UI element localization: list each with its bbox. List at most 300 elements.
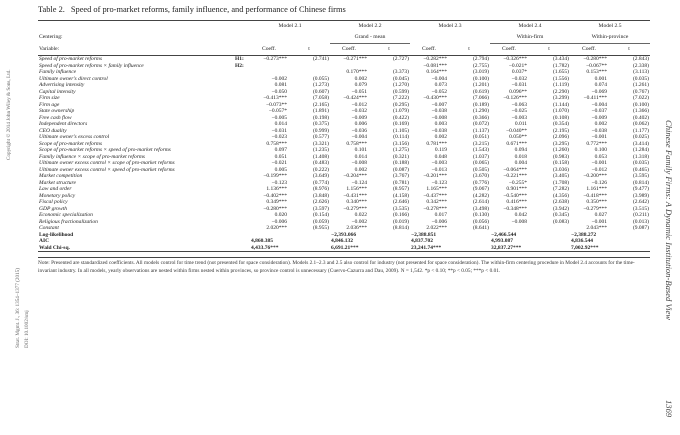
t-stat-cell: (0.062) bbox=[632, 121, 649, 128]
t-stat-cell: (3.498) bbox=[472, 205, 489, 212]
coefficient-cell: 0.051 bbox=[274, 153, 287, 160]
t-stat-cell: (9.477) bbox=[632, 186, 649, 193]
t-stat-cell: (1.137) bbox=[472, 127, 489, 134]
t-stat-cell: (0.025) bbox=[632, 134, 649, 141]
coefficient-cell: 0.002 bbox=[594, 121, 607, 128]
coefficient-cell: −0.069 bbox=[591, 88, 607, 95]
table-note: Note: Presented are standardized coefficients. All models control for time trend (not presented for space consideration). Models 2.1–2.3 and 2.5 also control for industry (not presented for space consideration). The within-firm centering procedure in Model 2.4 accounts for the time-invariant industry. In all models, yearly observations are nested within firms nested within provinces, so province control is unnecessary (Cuervo-Cazurra and Dau, 2009). N = 1,542. *p < 0.10; **p < 0.05; ***p < 0.01. bbox=[38, 257, 650, 274]
coefficient-cell: 0.164*** bbox=[426, 69, 447, 76]
t-stat-cell: (0.999) bbox=[312, 127, 329, 134]
coefficient-cell: −0.201*** bbox=[423, 173, 447, 180]
coefficient-cell: 0.002 bbox=[354, 75, 367, 82]
coefficient-cell: −0.271*** bbox=[343, 56, 367, 62]
fit-stat-value: 4,846.132 bbox=[331, 238, 353, 245]
coefficient-cell: 0.005 bbox=[274, 166, 287, 173]
coefficient-cell: 0.100 bbox=[594, 147, 607, 154]
centering-value: Within-firm bbox=[490, 32, 570, 44]
variable-name: Fiscal policy bbox=[39, 199, 68, 206]
t-stat-cell: (3.414) bbox=[632, 140, 649, 147]
t-stat-cell: (1.105) bbox=[392, 127, 409, 134]
variable-name: Ultimate owner excess control × speed of pro-market reforms bbox=[39, 166, 175, 173]
model-heading: Model 2.4 bbox=[490, 21, 570, 33]
coefficient-cell: −0.278*** bbox=[423, 205, 447, 212]
t-stat-cell: (0.083) bbox=[552, 218, 569, 225]
t-stat-cell: (1.366) bbox=[632, 108, 649, 115]
variable-name: Independent directors bbox=[39, 121, 88, 128]
coefficient-cell: 0.011 bbox=[514, 121, 527, 128]
t-stat-cell: (0.814) bbox=[632, 179, 649, 186]
t-stat-cell: (0.354) bbox=[552, 121, 569, 128]
coefficient-cell: 0.002 bbox=[354, 166, 367, 173]
t-stat-cell: (0.505) bbox=[472, 166, 489, 173]
coefficient-cell: 0.042 bbox=[514, 212, 527, 219]
model-heading: Model 2.5 bbox=[570, 21, 650, 33]
t-stat-cell: (0.051) bbox=[472, 134, 489, 141]
coef-label: Coeff. bbox=[490, 44, 528, 56]
t-stat-cell: (1.070) bbox=[552, 108, 569, 115]
coefficient-cell: −0.052 bbox=[431, 88, 447, 95]
coefficient-cell: −0.038 bbox=[591, 127, 607, 134]
t-stat-cell: (0.375) bbox=[312, 121, 329, 128]
fit-stat-value: 32,837.27*** bbox=[490, 245, 570, 252]
coefficient-cell: 2.022*** bbox=[426, 225, 447, 232]
t-stat-cell: (3.942) bbox=[552, 205, 569, 212]
coefficient-cell: 0.074 bbox=[594, 82, 607, 89]
coefficient-cell: −0.025 bbox=[511, 108, 527, 115]
coefficient-cell: −0.430*** bbox=[423, 95, 447, 102]
t-stat-cell: (1.079) bbox=[392, 108, 409, 115]
t-stat-cell: (0.366) bbox=[472, 114, 489, 121]
coefficient-cell: 2.036*** bbox=[346, 225, 367, 232]
t-stat-cell: (3.595) bbox=[632, 173, 649, 180]
t-stat-cell: (1.177) bbox=[632, 127, 649, 134]
t-stat-cell: (0.114) bbox=[393, 134, 409, 141]
coefficient-cell: −0.411*** bbox=[583, 95, 607, 102]
t-stat-cell: (0.211) bbox=[633, 212, 649, 219]
coefficient-cell: −0.032 bbox=[351, 108, 367, 115]
coefficient-cell: 0.048 bbox=[434, 153, 447, 160]
coefficient-cell: −0.418*** bbox=[583, 192, 607, 199]
fit-stat-value: 4,836.544 bbox=[571, 238, 593, 245]
coefficient-cell: −0.057* bbox=[268, 108, 287, 115]
variable-name: Constant bbox=[39, 225, 59, 232]
variable-name: GDP growth bbox=[39, 205, 67, 212]
coefficient-cell: −0.431*** bbox=[343, 192, 367, 199]
variable-name: Religious fractionalization bbox=[39, 218, 98, 225]
coefficient-cell: −0.126*** bbox=[503, 95, 527, 102]
t-stat-cell: (0.056) bbox=[472, 218, 489, 225]
model-heading: Model 2.2 bbox=[330, 21, 410, 33]
fit-stat-value: −2,393.066 bbox=[331, 231, 357, 238]
fit-stat-label: Wald Chi-sq. bbox=[38, 245, 234, 252]
t-stat-cell: (0.983) bbox=[552, 153, 569, 160]
coefficient-cell: −0.013 bbox=[431, 166, 447, 173]
t-stat-cell: (0.295) bbox=[392, 101, 409, 108]
t-stat-cell: (2.614) bbox=[472, 199, 489, 206]
coefficient-cell: −0.424*** bbox=[343, 95, 367, 102]
fit-stat-label: Log-likelihood bbox=[39, 231, 74, 238]
coefficient-cell: −0.073** bbox=[266, 101, 287, 108]
variable-name: Speed of pro-market reforms × family influence bbox=[39, 62, 144, 69]
t-stat-cell: (1.037) bbox=[472, 153, 489, 160]
coefficient-cell: 0.671*** bbox=[506, 140, 527, 147]
t-stat-cell: (2.642) bbox=[632, 199, 649, 206]
coefficient-cell: −0.280*** bbox=[263, 205, 287, 212]
t-stat-cell: (0.019) bbox=[392, 218, 409, 225]
t-stat-cell: (1.260) bbox=[552, 147, 569, 154]
centering-value bbox=[250, 32, 330, 44]
t-stat-cell: (8.814) bbox=[392, 225, 409, 232]
coefficient-cell: −0.064*** bbox=[503, 166, 527, 173]
t-stat-cell: (3.321) bbox=[312, 140, 329, 147]
fit-stat-value: 6,691.21*** bbox=[330, 245, 410, 252]
coefficient-cell: −0.413*** bbox=[263, 95, 287, 102]
coefficient-cell: 0.153*** bbox=[586, 69, 607, 76]
t-stat-cell: (2.638) bbox=[552, 199, 569, 206]
t-stat-cell: (0.035) bbox=[632, 160, 649, 167]
t-stat-cell: (0.774) bbox=[312, 179, 329, 186]
coefficient-cell: −0.081*** bbox=[423, 62, 447, 69]
hypothesis-label: H2: bbox=[235, 62, 244, 69]
t-stat-cell: (1.708) bbox=[552, 179, 569, 186]
coefficient-cell: −0.032 bbox=[511, 75, 527, 82]
coefficient-cell: 0.027 bbox=[594, 212, 607, 219]
t-stat-cell: (0.065) bbox=[472, 160, 489, 167]
t-stat-cell: (2.338) bbox=[632, 62, 649, 69]
coefficient-cell: 0.017 bbox=[434, 212, 447, 219]
coefficient-cell: 0.097 bbox=[274, 147, 287, 154]
table-caption bbox=[38, 4, 650, 16]
t-stat-cell: (2.165) bbox=[312, 101, 329, 108]
coefficient-cell: −0.402*** bbox=[263, 192, 287, 199]
t-stat-cell: (0.776) bbox=[472, 179, 489, 186]
coefficient-cell: −0.008 bbox=[351, 160, 367, 167]
coefficient-cell: −0.021* bbox=[508, 62, 527, 69]
coefficient-cell: 0.006 bbox=[354, 121, 367, 128]
t-stat-cell: (1.408) bbox=[312, 153, 329, 160]
coefficient-cell: −0.012 bbox=[591, 166, 607, 173]
coefficient-cell: −0.009 bbox=[351, 114, 367, 121]
coefficient-cell: −0.003 bbox=[431, 160, 447, 167]
t-stat-cell: (8.641) bbox=[472, 225, 489, 232]
coefficient-cell: 0.901*** bbox=[506, 186, 527, 193]
coefficient-cell: −0.001 bbox=[591, 218, 607, 225]
fit-stat-value: 4,433.76*** bbox=[250, 245, 330, 252]
t-stat-cell: (3.019) bbox=[472, 69, 489, 76]
t-stat-cell: (0.607) bbox=[312, 88, 329, 95]
coefficient-cell: −0.004 bbox=[431, 75, 447, 82]
coefficient-cell: −0.001 bbox=[591, 134, 607, 141]
t-label: t bbox=[448, 44, 490, 56]
t-stat-cell: (0.767) bbox=[632, 88, 649, 95]
coefficient-cell: 0.079 bbox=[354, 82, 367, 89]
coefficient-cell: −0.255* bbox=[508, 179, 527, 186]
coefficient-cell: 0.170*** bbox=[346, 69, 367, 76]
variable-name: Scope of pro-market reforms × speed of pro-market reforms bbox=[39, 147, 171, 154]
t-stat-cell: (1.273) bbox=[312, 82, 329, 89]
variable-name: Law and order bbox=[39, 186, 72, 193]
t-label: t bbox=[288, 44, 330, 56]
variable-name: Firm age bbox=[39, 101, 60, 108]
t-label: t bbox=[528, 44, 570, 56]
t-label: t bbox=[368, 44, 410, 56]
t-stat-cell: (1.556) bbox=[552, 75, 569, 82]
coefficient-cell: −0.126 bbox=[591, 179, 607, 186]
t-stat-cell: (1.891) bbox=[312, 108, 329, 115]
t-stat-cell: (3.113) bbox=[633, 69, 649, 76]
coef-label: Coeff. bbox=[250, 44, 288, 56]
coefficient-cell: −0.199*** bbox=[263, 173, 287, 180]
coefficient-cell: −0.348*** bbox=[503, 205, 527, 212]
t-stat-cell: (2.843) bbox=[632, 56, 649, 62]
t-stat-cell: (0.599) bbox=[392, 88, 409, 95]
journal-citation: Strat. Mgmt. J., 36: 1354–1377 (2015) bbox=[15, 268, 21, 348]
t-stat-cell: (8.955) bbox=[312, 225, 329, 232]
t-stat-cell: (7.222) bbox=[392, 95, 409, 102]
coefficient-cell: −0.002 bbox=[351, 218, 367, 225]
t-stat-cell: (2.096) bbox=[552, 134, 569, 141]
coefficient-cell: −0.031 bbox=[511, 82, 527, 89]
coefficient-cell: 1.156*** bbox=[346, 186, 367, 193]
t-stat-cell: (7.022) bbox=[632, 95, 649, 102]
coefficient-cell: 0.020 bbox=[274, 212, 287, 219]
coefficient-cell: 0.094 bbox=[514, 147, 527, 154]
coefficient-cell: −0.123 bbox=[271, 179, 287, 186]
coefficient-cell: 0.037* bbox=[511, 69, 527, 76]
hypothesis-label: H1: bbox=[235, 56, 244, 62]
variable-name: Market structure bbox=[39, 179, 76, 186]
t-stat-cell: (0.169) bbox=[392, 121, 409, 128]
coefficient-cell: −0.006 bbox=[271, 218, 287, 225]
t-stat-cell: (0.166) bbox=[392, 212, 409, 219]
coefficient-cell: −0.279*** bbox=[343, 205, 367, 212]
variable-name: Free cash flow bbox=[39, 114, 72, 121]
coefficient-cell: 0.758*** bbox=[266, 140, 287, 147]
t-stat-cell: (0.188) bbox=[392, 160, 409, 167]
coefficient-cell: 0.001 bbox=[594, 75, 607, 82]
t-stat-cell: (0.422) bbox=[392, 114, 409, 121]
t-stat-cell: (3.535) bbox=[392, 205, 409, 212]
coefficient-cell: −0.204*** bbox=[343, 173, 367, 180]
coefficient-cell: 1.136*** bbox=[266, 186, 287, 193]
coefficient-cell: −0.012 bbox=[351, 101, 367, 108]
coefficient-cell: −0.279*** bbox=[583, 205, 607, 212]
t-stat-cell: (2.755) bbox=[472, 62, 489, 69]
t-stat-cell: (3.405) bbox=[552, 173, 569, 180]
t-stat-cell: (4.282) bbox=[472, 192, 489, 199]
coefficient-cell: 1.165*** bbox=[426, 186, 447, 193]
t-stat-cell: (0.222) bbox=[312, 166, 329, 173]
coefficient-cell: 0.053 bbox=[594, 153, 607, 160]
variable-name: State ownership bbox=[39, 108, 75, 115]
coefficient-cell: −0.009 bbox=[591, 114, 607, 121]
coefficient-cell: 0.014 bbox=[354, 153, 367, 160]
centering-row bbox=[38, 32, 650, 44]
t-stat-cell: (0.055) bbox=[312, 75, 329, 82]
variable-name: Market competition bbox=[39, 173, 83, 180]
t-stat-cell: (3.649) bbox=[312, 173, 329, 180]
fit-stat-value: 4,993.087 bbox=[491, 238, 513, 245]
t-stat-cell: (1.655) bbox=[552, 69, 569, 76]
coefficient-cell: 0.349*** bbox=[266, 199, 287, 206]
variable-name: Capital intensity bbox=[39, 88, 76, 95]
t-stat-cell: (0.059) bbox=[312, 218, 329, 225]
t-stat-cell: (1.284) bbox=[632, 147, 649, 154]
t-stat-cell: (7.066) bbox=[472, 95, 489, 102]
fit-stat-row bbox=[38, 245, 650, 252]
coefficient-cell: −0.040** bbox=[506, 127, 527, 134]
coefficient-cell: −0.006 bbox=[431, 218, 447, 225]
t-stat-cell: (1.318) bbox=[632, 153, 649, 160]
coefficient-cell: 0.073 bbox=[434, 82, 447, 89]
coefficient-cell: −0.038 bbox=[431, 127, 447, 134]
t-stat-cell: (0.100) bbox=[472, 75, 489, 82]
coefficient-cell: −0.050 bbox=[271, 88, 287, 95]
t-stat-cell: (2.646) bbox=[392, 199, 409, 206]
variable-name: Scope of pro-market reforms bbox=[39, 140, 102, 147]
t-stat-cell: (0.013) bbox=[632, 218, 649, 225]
coefficient-cell: 2.043*** bbox=[586, 225, 607, 232]
coefficient-cell: −0.003 bbox=[511, 114, 527, 121]
fit-stat-value: 23,241.74*** bbox=[410, 245, 490, 252]
coefficient-cell: −0.067** bbox=[586, 62, 607, 69]
coefficient-cell: −0.031 bbox=[271, 127, 287, 134]
coefficient-cell: −0.021 bbox=[271, 160, 287, 167]
t-stat-cell: (0.345) bbox=[552, 212, 569, 219]
t-stat-cell: (0.130) bbox=[472, 212, 489, 219]
coefficient-cell: 0.350*** bbox=[586, 199, 607, 206]
coefficient-cell: −0.124 bbox=[351, 179, 367, 186]
coefficient-cell: 1.161*** bbox=[586, 186, 607, 193]
table-body bbox=[38, 56, 650, 252]
right-margin bbox=[654, 0, 680, 435]
centering-label: Centering: bbox=[39, 34, 63, 41]
coefficient-cell: 0.050** bbox=[509, 134, 527, 141]
t-stat-cell: (0.483) bbox=[312, 160, 329, 167]
coefficient-cell: −0.051 bbox=[351, 88, 367, 95]
t-stat-cell: (0.577) bbox=[312, 134, 329, 141]
t-stat-cell: (3.434) bbox=[552, 56, 569, 62]
coefficient-cell: 0.014 bbox=[274, 121, 287, 128]
coefficient-cell: 0.004 bbox=[514, 160, 527, 167]
coefficient-cell: −0.008 bbox=[511, 218, 527, 225]
t-stat-cell: (3.036) bbox=[552, 166, 569, 173]
coefficient-cell: −0.001 bbox=[591, 160, 607, 167]
t-stat-cell: (4.158) bbox=[392, 192, 409, 199]
coef-label: Coeff. bbox=[330, 44, 368, 56]
variable-name: Family influence bbox=[39, 69, 77, 76]
t-stat-cell: (2.626) bbox=[312, 199, 329, 206]
page bbox=[38, 4, 650, 275]
t-stat-cell: (7.058) bbox=[312, 95, 329, 102]
t-stat-cell: (3.597) bbox=[312, 205, 329, 212]
caption-text: Speed of pro-market reforms, family influence, and performance of Chinese firms bbox=[70, 5, 346, 14]
fit-stat-value: 4,860.385 bbox=[251, 238, 273, 245]
coefficient-cell: 0.002 bbox=[434, 134, 447, 141]
variable-name: Ultimate owner's direct control bbox=[39, 75, 108, 82]
coefficient-cell: 0.018 bbox=[514, 153, 527, 160]
t-stat-cell: (0.045) bbox=[392, 75, 409, 82]
t-stat-cell: (1.543) bbox=[472, 147, 489, 154]
coefficient-cell: 0.101 bbox=[354, 147, 367, 154]
model-header-row bbox=[38, 21, 650, 33]
t-stat-cell: (3.299) bbox=[552, 95, 569, 102]
t-stat-cell: (0.189) bbox=[472, 101, 489, 108]
model-heading: Model 2.1 bbox=[250, 21, 330, 33]
variable-name: Economic specialization bbox=[39, 212, 93, 219]
t-stat-cell: (1.235) bbox=[312, 147, 329, 154]
t-stat-cell: (1.119) bbox=[553, 82, 569, 89]
coefficient-cell: −0.063 bbox=[511, 101, 527, 108]
t-stat-cell: (1.144) bbox=[552, 101, 569, 108]
t-stat-cell: (0.087) bbox=[392, 166, 409, 173]
t-stat-cell: (8.976) bbox=[312, 186, 329, 193]
t-stat-cell: (3.767) bbox=[392, 173, 409, 180]
doi: DOI: 10.1002/smj bbox=[24, 310, 30, 348]
variable-name: Ultimate owner excess control × scope of pro-market reforms bbox=[39, 160, 175, 167]
t-stat-cell: (0.619) bbox=[472, 88, 489, 95]
t-stat-cell: (0.198) bbox=[312, 114, 329, 121]
coefficient-cell: −0.540*** bbox=[503, 192, 527, 199]
t-stat-cell: (0.100) bbox=[632, 101, 649, 108]
variable-name: Ultimate owner's excess control bbox=[39, 134, 110, 141]
variable-name: CEO duality bbox=[39, 127, 67, 134]
coefficient-cell: 0.340*** bbox=[346, 199, 367, 206]
t-stat-cell: (3.670) bbox=[472, 173, 489, 180]
t-stat-cell: (3.215) bbox=[472, 140, 489, 147]
coefficient-cell: −0.038 bbox=[431, 108, 447, 115]
model-heading: Model 2.3 bbox=[410, 21, 490, 33]
coefficient-cell: 2.020*** bbox=[266, 225, 287, 232]
coefficient-cell: −0.004 bbox=[351, 134, 367, 141]
t-stat-cell: (1.261) bbox=[632, 82, 649, 89]
coefficient-cell: 0.781*** bbox=[426, 140, 447, 147]
t-stat-cell: (9.067) bbox=[472, 186, 489, 193]
caption-label: Table 2. bbox=[38, 5, 65, 14]
variable-name: Family influence × scope of pro-market reforms bbox=[39, 153, 145, 160]
t-stat-cell: (3.295) bbox=[552, 140, 569, 147]
t-stat-cell: (4.356) bbox=[552, 192, 569, 199]
table-row bbox=[38, 56, 650, 63]
t-stat-cell: (8.957) bbox=[392, 186, 409, 193]
t-stat-cell: (0.035) bbox=[632, 75, 649, 82]
t-stat-cell: (3.989) bbox=[632, 192, 649, 199]
t-stat-cell: (2.290) bbox=[552, 88, 569, 95]
coef-label: Coeff. bbox=[570, 44, 608, 56]
t-stat-cell: (1.290) bbox=[472, 108, 489, 115]
coefficient-cell: 0.758*** bbox=[346, 140, 367, 147]
variable-name: Speed of pro-market reforms bbox=[39, 56, 102, 62]
t-stat-cell: (0.154) bbox=[312, 212, 329, 219]
coefficient-cell: −0.008 bbox=[431, 114, 447, 121]
coefficient-cell: −0.037 bbox=[591, 108, 607, 115]
coefficient-cell: −0.004 bbox=[591, 101, 607, 108]
running-head: Chinese Family Firms: A Dynamic Institution-Based View bbox=[664, 120, 674, 321]
t-stat-cell: (2.794) bbox=[472, 56, 489, 62]
column-label-row bbox=[38, 44, 650, 56]
coefficient-cell: −0.123 bbox=[431, 179, 447, 186]
page-number: 1369 bbox=[664, 400, 674, 418]
variable-name: Monetary policy bbox=[39, 192, 76, 199]
t-stat-cell: (0.072) bbox=[472, 121, 489, 128]
t-stat-cell: (0.321) bbox=[392, 153, 409, 160]
centering-value bbox=[410, 32, 490, 44]
t-stat-cell: (2.727) bbox=[392, 56, 409, 62]
coef-label: Coeff. bbox=[410, 44, 448, 56]
coefficient-cell: −0.002 bbox=[271, 75, 287, 82]
centering-value: Grand - mean bbox=[330, 32, 410, 44]
t-stat-cell: (3.373) bbox=[392, 69, 409, 76]
